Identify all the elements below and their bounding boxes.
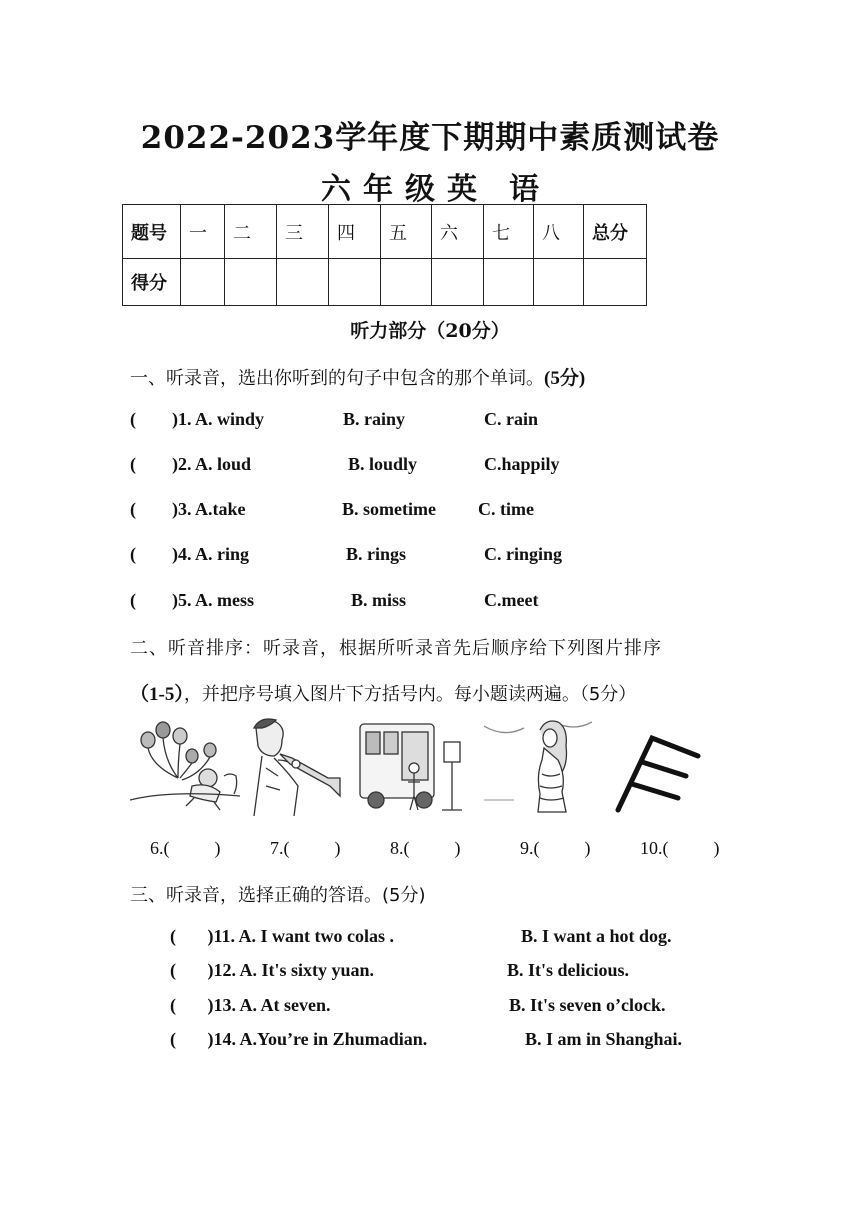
option-a: ( )12. A. It's sixty yuan. xyxy=(170,960,375,980)
option-b: B. sometime xyxy=(342,499,436,519)
score-input-cell[interactable] xyxy=(584,259,647,306)
option-a: ( )14. A.You’re in Zhumadian. xyxy=(170,1029,428,1049)
score-input-cell[interactable] xyxy=(181,259,225,306)
picture-answer-bracket[interactable]: 7.( ) xyxy=(270,838,341,858)
picture-answer-bracket[interactable]: 9.( ) xyxy=(520,838,591,858)
option-b: B. I want a hot dog. xyxy=(521,926,672,946)
question-stem: ( )1. A. windy xyxy=(130,409,265,429)
part2-instruction-rest: ，并把序号填入图片下方括号内。每小题读两遍。（5分） xyxy=(183,684,637,705)
score-table-score-row xyxy=(123,259,647,306)
score-input-cell[interactable] xyxy=(432,259,484,306)
part1-instruction-text: 一、听录音，选出你听到的句子中包含的那个单词。 xyxy=(130,368,544,389)
subtitle-char: 语 xyxy=(509,172,539,207)
score-input-cell[interactable] xyxy=(381,259,432,306)
option-a: ( )13. A. At seven. xyxy=(170,995,331,1015)
subtitle-char: 英 xyxy=(447,172,477,207)
question-stem: ( )3. A.take xyxy=(130,499,246,519)
score-table-header-row xyxy=(123,205,647,259)
part2-instruction-line1: 二、听音排序：听录音，根据所听录音先后顺序给下列图片排序 xyxy=(130,638,662,659)
balloons-picture xyxy=(130,716,240,816)
bus-picture xyxy=(358,716,466,816)
score-cell: 三 xyxy=(277,205,329,259)
option-b: B. loudly xyxy=(348,454,418,474)
option-c: C. time xyxy=(478,499,534,519)
listening-section-heading: 听力部分（20分） xyxy=(350,320,510,342)
score-cell: 二 xyxy=(225,205,277,259)
question-stem: ( )2. A. loud xyxy=(130,454,252,474)
subtitle-char: 六 xyxy=(321,172,351,207)
score-input-cell[interactable] xyxy=(484,259,534,306)
question-stem: ( )5. A. mess xyxy=(130,590,254,610)
singing-girl-picture xyxy=(484,716,592,816)
option-b: B. It's delicious. xyxy=(507,960,630,980)
option-b: B. rainy xyxy=(343,409,406,429)
option-c: C.meet xyxy=(484,590,539,610)
subtitle-char: 年 xyxy=(363,172,393,207)
option-a: ( )11. A. I want two colas . xyxy=(170,926,394,946)
exam-title: 2022-2023学年度下期期中素质测试卷 xyxy=(140,120,720,156)
score-input-cell[interactable] xyxy=(534,259,584,306)
score-cell: 题号 xyxy=(123,205,181,259)
part1-points: (5分) xyxy=(544,368,586,389)
part1-instruction xyxy=(130,363,585,390)
part3-instruction: 三、听录音，选择正确的答语。(5分) xyxy=(130,885,426,906)
score-table xyxy=(122,204,647,306)
trumpet-player-picture xyxy=(248,716,343,816)
score-cell: 得分 xyxy=(123,259,181,306)
score-cell: 四 xyxy=(329,205,381,259)
part2-instruction-line2 xyxy=(130,679,636,706)
score-cell: 一 xyxy=(181,205,225,259)
score-cell: 八 xyxy=(534,205,584,259)
subtitle-char: 级 xyxy=(405,172,435,207)
flag-picture xyxy=(612,716,708,816)
score-input-cell[interactable] xyxy=(329,259,381,306)
option-c: C. ringing xyxy=(484,544,563,564)
picture-answer-bracket[interactable]: 8.( ) xyxy=(390,838,461,858)
score-input-cell[interactable] xyxy=(225,259,277,306)
score-cell: 总分 xyxy=(584,205,647,259)
picture-answer-bracket[interactable]: 6.( ) xyxy=(150,838,221,858)
part2-range: （1-5） xyxy=(130,684,184,705)
option-b: B. miss xyxy=(351,590,407,610)
score-cell: 五 xyxy=(381,205,432,259)
score-cell: 六 xyxy=(432,205,484,259)
score-input-cell[interactable] xyxy=(277,259,329,306)
option-b: B. rings xyxy=(346,544,407,564)
option-c: C.happily xyxy=(484,454,560,474)
picture-answer-bracket[interactable]: 10.( ) xyxy=(640,838,720,858)
question-stem: ( )4. A. ring xyxy=(130,544,249,564)
exam-subtitle xyxy=(0,164,860,208)
option-b: B. It's seven o’clock. xyxy=(509,995,666,1015)
option-c: C. rain xyxy=(484,409,538,429)
score-cell: 七 xyxy=(484,205,534,259)
option-b: B. I am in Shanghai. xyxy=(525,1029,683,1049)
